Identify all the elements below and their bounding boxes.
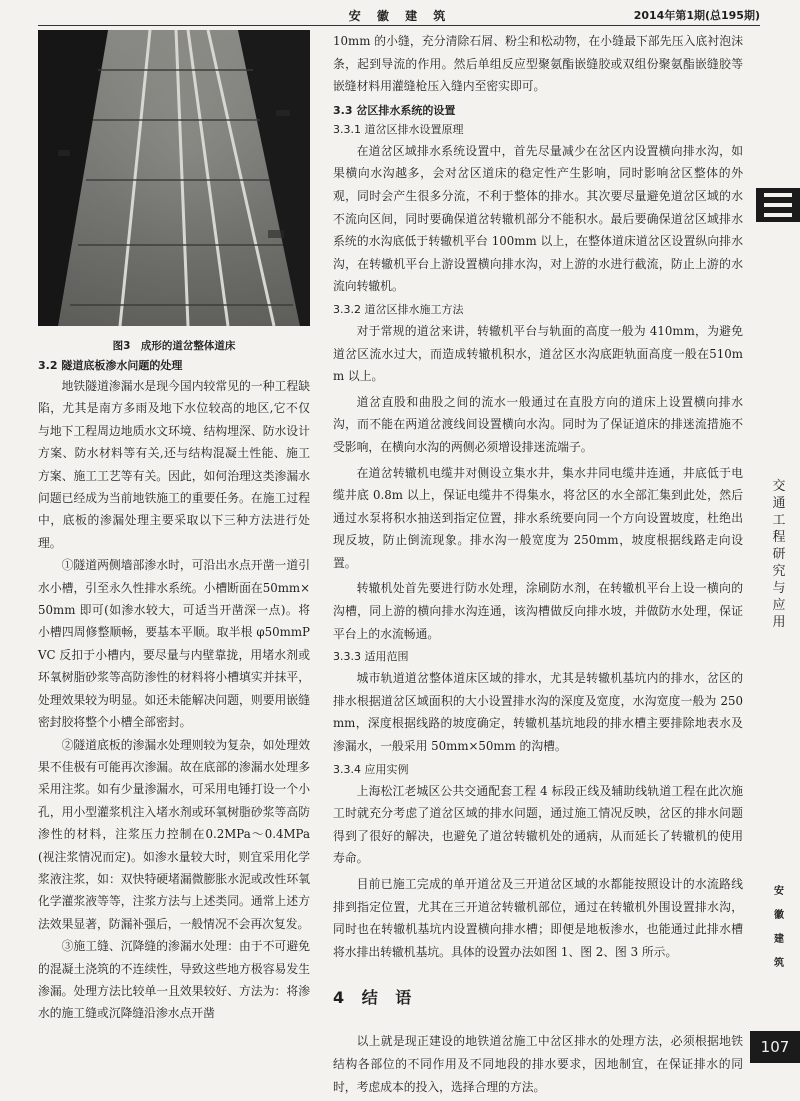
section-3-3-1-title: 3.3.1 道岔区排水设置原理 (333, 122, 464, 136)
section-3-3-2-paragraph: 对于常规的道岔来讲，转辙机平台与轨面的高度一般为 410mm，为避免道岔区流水过大，而造成转辙机积水，道岔区水沟底距轨面高度一般在510mm 以上。 (333, 323, 743, 384)
conclusion-paragraph: 以上就是现正建设的地铁道岔施工中岔区排水的处理方法，必须根据地铁结构各部位的不同作用及不同地段的排水要求，因地制宜，在保证排水的同时，考虑成本的投入，选择合理的方法。 (333, 1034, 743, 1094)
vertical-journal-brand: 安徽建筑 (774, 886, 784, 969)
section-3-3-4-paragraph: 目前已施工完成的单开道岔及三开道岔区域的水都能按照设计的水流路线排到指定位置，尤其在三开道岔转辙机部位，通过在转辙机外围设置排水沟，同时也在转辙机基坑内设置横向排水槽；即便是地板渗水，也能通过此排水槽将水排出转辙机基坑。具体的设置办法如图 1、图 2、图 3 所示。 (333, 877, 743, 959)
page-header (0, 0, 800, 28)
figure-caption: 图3 成形的道岔整体道床 (112, 340, 236, 352)
section-3-3-title: 3.3 岔区排水系统的设置 (333, 103, 456, 117)
right-column (333, 30, 743, 1101)
section-3-3-3-paragraph: 城市轨道道岔整体道床区域的排水，尤其是转辙机基坑内的排水，岔区的排水根据道岔区域面积的大小设置排水沟的深度及宽度，水沟宽度一般为 250mm，深度根据线路的坡度确定，转辙机基坑地段的排水槽主要排除地表水及渗漏水，一般采用 50mm×50mm 的沟槽。 (333, 671, 743, 754)
journal-name: 安 徽 建 筑 (348, 9, 452, 23)
section-3-3-1-paragraph: 在道岔区域排水系统设置中，首先尽量减少在岔区内设置横向排水沟，如果横向水沟越多，会对岔区道床的稳定性产生影响，同时影响岔区整体的外观，同时会产生很多分流，不利于整体的排水。其次要尽量避免道岔区域的水不流向区间，同时要确保道岔转辙机部分不能积水。最后要确保道岔区域排水系统的水沟底低于转辙机平台 100mm 以上，在整体道床道岔区设置纵向排水沟，在转辙机平台上游设置横向排水沟，对上游的水进行截流，防止上游的水流向转辙机。 (333, 143, 743, 294)
section-3-3-2-paragraph: 转辙机处首先要进行防水处理，涂刷防水剂，在转辙机平台上设一横向的沟槽，同上游的横向排水沟连通，该沟槽做反向排水坡，并做防水处理，保证平台上的水流畅通。 (333, 581, 743, 641)
section-3-2-title: 3.2 隧道底板渗水问题的处理 (38, 359, 183, 372)
issue-label: 2014年第1期(总195期) (633, 9, 760, 22)
section-3-3-4-paragraph: 上海松江老城区公共交通配套工程 4 标段正线及辅助线轨道工程在此次施工时就充分考虑了道岔区域的排水问题，通过施工情况反映，岔区的排水问题得到了很好的解决，也避免了道岔转辙机处的通病，从而延长了转辙机的使用寿命。 (333, 783, 743, 866)
section-4-title: 4 结 语 (333, 988, 418, 1008)
page-number: 107 (750, 1031, 800, 1063)
tunnel-track-photo (38, 30, 310, 326)
section-3-3-2-paragraph: 道岔直股和曲股之间的流水一般通过在直股方向的道床上设置横向排水沟，而不能在两道岔渡线间设置横向水沟。同时为了保证道床的排迷流措施不受影响，在横向水沟的两侧必须增设排迷流端子。 (333, 394, 743, 454)
section-tab-icon (756, 188, 800, 222)
section-3-3-4-title: 3.3.4 应用实例 (333, 762, 409, 776)
section-3-2-paragraph: ②隧道底板的渗漏水处理则较为复杂，如处理效果不佳极有可能再次渗漏。故在底部的渗漏水处理多采用注浆。如有少量渗漏水，可采用电锤打设一个小孔，用小型灌浆机注入堵水剂或环氧树脂砂浆等高防渗性的材料，注浆压力控制在0.2MPa～0.4MPa(视注浆情况而定)。如渗水量较大时，则宜采用化学浆液注浆，如：双快特硬堵漏微膨胀水泥或改性环氧化学灌浆液等等，注浆方法与上述类同。通常上述方法效果显著，防漏补强后，一般情况不会再次复发。 (38, 737, 310, 931)
section-3-2-paragraph: ③施工缝、沉降缝的渗漏水处理：由于不可避免的混凝土浇筑的不连续性，导致这些地方极容易发生渗漏。处理方法比较单一且效果较好、方法为：将渗水的施工缝或沉降缝沿渗水点开凿 (38, 939, 310, 1021)
continued-paragraph: 10mm 的小缝，充分清除石屑、粉尘和松动物，在小缝最下部先压入底衬泡沫条，起到导流的作用。然后单组反应型聚氨酯嵌缝胶或双组份聚氨酯嵌缝胶等嵌缝材料用灌缝枪压入缝内至密实即可。 (333, 34, 743, 94)
section-3-2-paragraph: 地铁隧道渗漏水是现今国内较常见的一种工程缺陷，尤其是南方多雨及地下水位较高的地区,它不仅与地下工程周边地质水文环境、结构埋深、防水设计方案、防水材料等有关,还与结构混凝土性能、施工方案、施工工艺等有关。因此，如何治理这类渗漏水问题已经成为当前地铁施工的重要任务。在施工过程中，底板的渗漏处理主要采取以下三种方法进行处理。 (38, 379, 310, 550)
section-3-3-2-title: 3.3.2 道岔区排水施工方法 (333, 302, 464, 316)
vertical-column-label: 交通工程研究与应用 (772, 479, 786, 630)
section-3-3-2-paragraph: 在道岔转辙机电缆井对侧设立集水井，集水井同电缆井连通，井底低于电缆井底 0.8m 以上，保证电缆井不得集水，将岔区的水全部汇集到此处，然后通过水泵将积水抽送到指定位置，排水系统要向同一个方向设置坡度，杜绝出现反坡，防止倒流现象。排水沟一般宽度为 250mm，坡度根据线路走向设置。 (333, 465, 743, 570)
tunnel-photo-illustration (38, 30, 310, 326)
section-3-2-paragraph: ①隧道两侧墙部渗水时，可沿出水点开凿一道引水小槽，引至永久性排水系统。小槽断面在50mm×50mm 即可(如渗水较大，可适当开凿深一点)。将小槽四周修整顺畅，要基本平顺。取半根 φ50mmPVC 反扣于小槽内，要尽量与内壁靠拢，用堵水剂或环氧树脂砂浆等高防渗性的材料将小槽填实并抹平，处理效果较为明显。如还未能解决问题，则要用嵌缝密封胶将整个小槽全部密封。 (38, 558, 310, 730)
section-3-3-3-title: 3.3.3 适用范围 (333, 650, 409, 664)
left-column (38, 30, 310, 1025)
header-rule (38, 25, 760, 26)
